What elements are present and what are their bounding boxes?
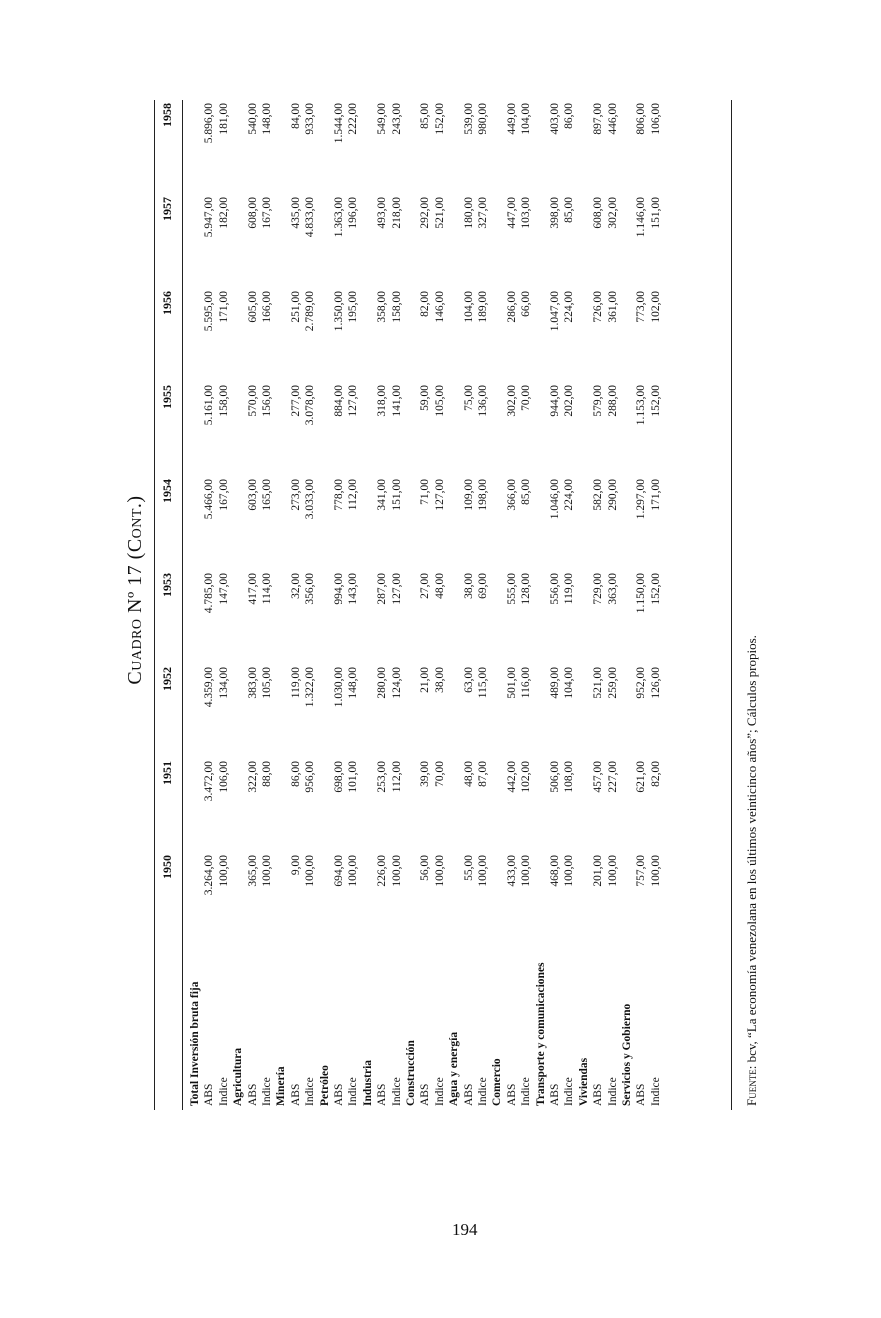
table-cell: 100,00 [477,855,489,887]
table-cell: 582,00 [592,479,605,511]
table-cell: 3.078,00 [304,385,317,426]
table-cell: 100,00 [347,855,360,887]
table-cell: 1.544,00 [333,103,345,144]
table-cell: 171,00 [217,291,230,323]
table-cell: 363,00 [606,573,619,605]
table-cell: 106,00 [649,103,662,135]
table-cell: 277,00 [289,385,302,417]
table-cell: 549,00 [376,103,389,135]
table-cell: 608,00 [246,197,259,229]
table-cell: 85,00 [563,197,576,223]
table-cell: 86,00 [289,761,302,787]
category-label: Petróleo [318,1065,331,1106]
table-cell: 341,00 [376,479,389,511]
table-cell: 290,00 [606,479,619,511]
table-cell: 151,00 [649,197,662,229]
table-cell: 501,00 [505,667,518,699]
table-cell: 280,00 [376,667,389,699]
table-cell: 100,00 [606,855,619,887]
table-cell: 694,00 [333,855,345,887]
table-cell: 84,00 [289,103,302,129]
row-label: ABS [419,1083,432,1106]
category-label: Comercio [491,1058,504,1106]
row-label: ABS [333,1083,345,1106]
table-cell: 119,00 [563,573,576,605]
table-cell: 152,00 [649,573,662,605]
row-label: Indice [649,1077,662,1106]
table-cell: 100,00 [304,855,317,887]
row-label: Indice [433,1077,446,1106]
table-cell: 102,00 [649,291,662,323]
table-cell: 75,00 [462,385,475,411]
table-cell: 757,00 [635,855,648,887]
table-cell: 417,00 [246,573,259,605]
table-cell: 189,00 [477,291,489,323]
table-cell: 141,00 [390,385,403,417]
table-cell: 100,00 [217,855,230,887]
table-cell: 167,00 [261,197,273,229]
table-cell: 166,00 [261,291,273,323]
table-cell: 457,00 [592,761,605,793]
table-cell: 493,00 [376,197,389,229]
table-cell: 87,00 [477,761,489,787]
table-cell: 116,00 [520,667,533,699]
row-label: ABS [505,1083,518,1106]
table-cell: 115,00 [477,667,489,699]
table-cell: 63,00 [462,667,475,693]
table-cell: 468,00 [549,855,561,887]
bottom-rule [731,100,732,1110]
table-cell: 82,00 [419,291,432,317]
year-header-1956: 1956 [160,291,174,315]
table-cell: 5.595,00 [203,291,216,332]
table-cell: 489,00 [549,667,561,699]
table-cell: 85,00 [520,479,533,505]
table-cell: 521,00 [592,667,605,699]
table-cell: 570,00 [246,385,259,417]
table-cell: 726,00 [592,291,605,323]
table-cell: 100,00 [520,855,533,887]
row-label: ABS [462,1083,475,1106]
table-cell: 143,00 [347,573,360,605]
table-cell: 59,00 [419,385,432,411]
row-label: ABS [289,1083,302,1106]
table-cell: 82,00 [649,761,662,787]
table-cell: 38,00 [462,573,475,599]
table-cell: 1.350,00 [333,291,345,332]
year-header-1955: 1955 [160,385,174,409]
table-cell: 1.030,00 [333,667,345,708]
table-cell: 5.896,00 [203,103,216,144]
table-cell: 38,00 [433,667,446,693]
table-cell: 39,00 [419,761,432,787]
table-cell: 897,00 [592,103,605,135]
table-cell: 198,00 [477,479,489,511]
table-cell: 3.264,00 [203,855,216,896]
table-cell: 366,00 [505,479,518,511]
table-cell: 608,00 [592,197,605,229]
table-cell: 136,00 [477,385,489,417]
table-cell: 148,00 [261,103,273,135]
page-number: 194 [452,1220,478,1239]
table-cell: 5.466,00 [203,479,216,520]
table-cell: 156,00 [261,385,273,417]
table-cell: 104,00 [563,667,576,699]
row-label: ABS [635,1083,648,1106]
table-cell: 114,00 [261,573,273,605]
table-cell: 302,00 [505,385,518,417]
table-cell: 69,00 [477,573,489,599]
table-cell: 101,00 [347,761,360,793]
table-cell: 1.146,00 [635,197,648,238]
table-cell: 27,00 [419,573,432,599]
table-cell: 226,00 [376,855,389,887]
table-cell: 100,00 [433,855,446,887]
table-cell: 521,00 [433,197,446,229]
table-cell: 171,00 [649,479,662,511]
table-cell: 3.472,00 [203,761,216,802]
table-cell: 253,00 [376,761,389,793]
table-cell: 127,00 [433,479,446,511]
category-label: Viviendas [577,1057,590,1106]
table-cell: 449,00 [505,103,518,135]
table-cell: 318,00 [376,385,389,417]
table-cell: 1.047,00 [549,291,561,332]
top-rule [154,100,155,1110]
table-cell: 539,00 [462,103,475,135]
table-cell: 4.785,00 [203,573,216,614]
table-cell: 48,00 [462,761,475,787]
table-cell: 106,00 [217,761,230,793]
table-cell: 1.297,00 [635,479,648,520]
table-cell: 9,00 [289,855,302,876]
table-cell: 70,00 [433,761,446,787]
table-cell: 442,00 [505,761,518,793]
table-cell: 1.322,00 [304,667,317,708]
table-cell: 158,00 [390,291,403,323]
table-cell: 287,00 [376,573,389,605]
row-label: ABS [592,1083,605,1106]
table-cell: 5.947,00 [203,197,216,238]
table-cell: 105,00 [261,667,273,699]
table-cell: 102,00 [520,761,533,793]
year-header-1957: 1957 [160,197,174,221]
category-label: Construcción [405,1040,417,1106]
table-cell: 5.161,00 [203,385,216,426]
table-cell: 358,00 [376,291,389,323]
row-label: Indice [304,1077,317,1106]
table-cell: 403,00 [549,103,561,135]
table-cell: 218,00 [390,197,403,229]
table-cell: 994,00 [333,573,345,605]
table-cell: 182,00 [217,197,230,229]
table-cell: 302,00 [606,197,619,229]
table-cell: 227,00 [606,761,619,793]
year-header-1950: 1950 [160,855,174,879]
table-cell: 933,00 [304,103,317,135]
table-cell: 944,00 [549,385,561,417]
table-cell: 32,00 [289,573,302,599]
table-cell: 778,00 [333,479,345,511]
table-cell: 327,00 [477,197,489,229]
table-cell: 224,00 [563,479,576,511]
table-cell: 128,00 [520,573,533,605]
table-cell: 119,00 [289,667,302,699]
table-cell: 86,00 [563,103,576,129]
table-cell: 56,00 [419,855,432,881]
category-label: Total Inversión bruta fija [189,981,201,1106]
table-cell: 603,00 [246,479,259,511]
table-cell: 100,00 [390,855,403,887]
table-cell: 100,00 [261,855,273,887]
table-cell: 88,00 [261,761,273,787]
table-cell: 365,00 [246,855,259,887]
table-cell: 322,00 [246,761,259,793]
row-label: Indice [217,1077,230,1106]
year-header-1954: 1954 [160,479,174,503]
table-cell: 243,00 [390,103,403,135]
table-cell: 201,00 [592,855,605,887]
table-cell: 104,00 [520,103,533,135]
table-cell: 1.046,00 [549,479,561,520]
table-cell: 729,00 [592,573,605,605]
table-cell: 1.363,00 [333,197,345,238]
table-cell: 383,00 [246,667,259,699]
table-cell: 127,00 [390,573,403,605]
table-cell: 806,00 [635,103,648,135]
table-cell: 167,00 [217,479,230,511]
table-cell: 21,00 [419,667,432,693]
table-cell: 105,00 [433,385,446,417]
table-cell: 100,00 [649,855,662,887]
table-cell: 124,00 [390,667,403,699]
table-cell: 108,00 [563,761,576,793]
table-cell: 4.359,00 [203,667,216,708]
table-cell: 134,00 [217,667,230,699]
table-cell: 71,00 [419,479,432,505]
table-cell: 100,00 [563,855,576,887]
category-label: Transporte y comunicaciones [534,962,547,1106]
table-cell: 292,00 [419,197,432,229]
table-cell: 540,00 [246,103,259,135]
table-cell: 103,00 [520,197,533,229]
table-cell: 2.789,00 [304,291,317,332]
table-cell: 109,00 [462,479,475,511]
table-cell: 196,00 [347,197,360,229]
table-cell: 251,00 [289,291,302,323]
table-cell: 180,00 [462,197,475,229]
table-cell: 579,00 [592,385,605,417]
table-cell: 4.833,00 [304,197,317,238]
table-cell: 259,00 [606,667,619,699]
table-cell: 112,00 [347,479,360,511]
table-cell: 70,00 [520,385,533,411]
table-cell: 3.033,00 [304,479,317,520]
table-cell: 447,00 [505,197,518,229]
row-label: Indice [347,1077,360,1106]
table-cell: 152,00 [433,103,446,135]
row-label: ABS [203,1083,216,1106]
row-label: Indice [520,1077,533,1106]
source-note: Fuente: bcv, “La economía venezolana en los últimos veinticinco años”; Cálculos propios. [744,635,759,1106]
table-cell: 224,00 [563,291,576,323]
table-cell: 1.150,00 [635,573,648,614]
table-cell: 195,00 [347,291,360,323]
table-cell: 146,00 [433,291,446,323]
table-cell: 556,00 [549,573,561,605]
category-label: Minería [275,1066,288,1106]
table-cell: 66,00 [520,291,533,317]
table-title: Cuadro Nº 17 (Cont.) [124,495,146,685]
table-cell: 55,00 [462,855,475,881]
table-cell: 956,00 [304,761,317,793]
table-cell: 151,00 [390,479,403,511]
row-label: ABS [246,1083,259,1106]
table-cell: 698,00 [333,761,345,793]
table-cell: 605,00 [246,291,259,323]
table-cell: 446,00 [606,103,619,135]
table-cell: 48,00 [433,573,446,599]
table-cell: 356,00 [304,573,317,605]
table-cell: 181,00 [217,103,230,135]
table-cell: 286,00 [505,291,518,323]
row-label: ABS [549,1083,561,1106]
row-label: Indice [390,1077,403,1106]
table-cell: 433,00 [505,855,518,887]
table-cell: 158,00 [217,385,230,417]
table-cell: 165,00 [261,479,273,511]
category-label: Agricultura [232,1047,245,1106]
table-cell: 147,00 [217,573,230,605]
row-label: Indice [606,1077,619,1106]
table-cell: 112,00 [390,761,403,793]
table-cell: 222,00 [347,103,360,135]
table-cell: 288,00 [606,385,619,417]
table-cell: 361,00 [606,291,619,323]
rotated-table-page [124,103,764,1110]
header-rule [182,100,183,1110]
table-cell: 952,00 [635,667,648,699]
table-cell: 555,00 [505,573,518,605]
row-label: Indice [261,1077,273,1106]
table-cell: 1.153,00 [635,385,648,426]
category-label: Industria [361,1059,374,1106]
year-header-1953: 1953 [160,573,174,597]
table-cell: 980,00 [477,103,489,135]
row-label: Indice [477,1077,489,1106]
category-label: Agua y energía [448,1031,461,1106]
table-cell: 127,00 [347,385,360,417]
table-cell: 202,00 [563,385,576,417]
table-cell: 773,00 [635,291,648,323]
year-header-1951: 1951 [160,761,174,785]
table-cell: 398,00 [549,197,561,229]
table-cell: 104,00 [462,291,475,323]
category-label: Servicios y Gobierno [621,1003,633,1106]
table-cell: 148,00 [347,667,360,699]
table-cell: 506,00 [549,761,561,793]
year-header-1958: 1958 [160,103,174,127]
table-cell: 152,00 [649,385,662,417]
table-cell: 85,00 [419,103,432,129]
row-label: ABS [376,1083,389,1106]
table-cell: 273,00 [289,479,302,511]
row-label: Indice [563,1077,576,1106]
table-cell: 126,00 [649,667,662,699]
table-cell: 884,00 [333,385,345,417]
table-cell: 435,00 [289,197,302,229]
table-cell: 621,00 [635,761,648,793]
year-header-1952: 1952 [160,667,174,691]
